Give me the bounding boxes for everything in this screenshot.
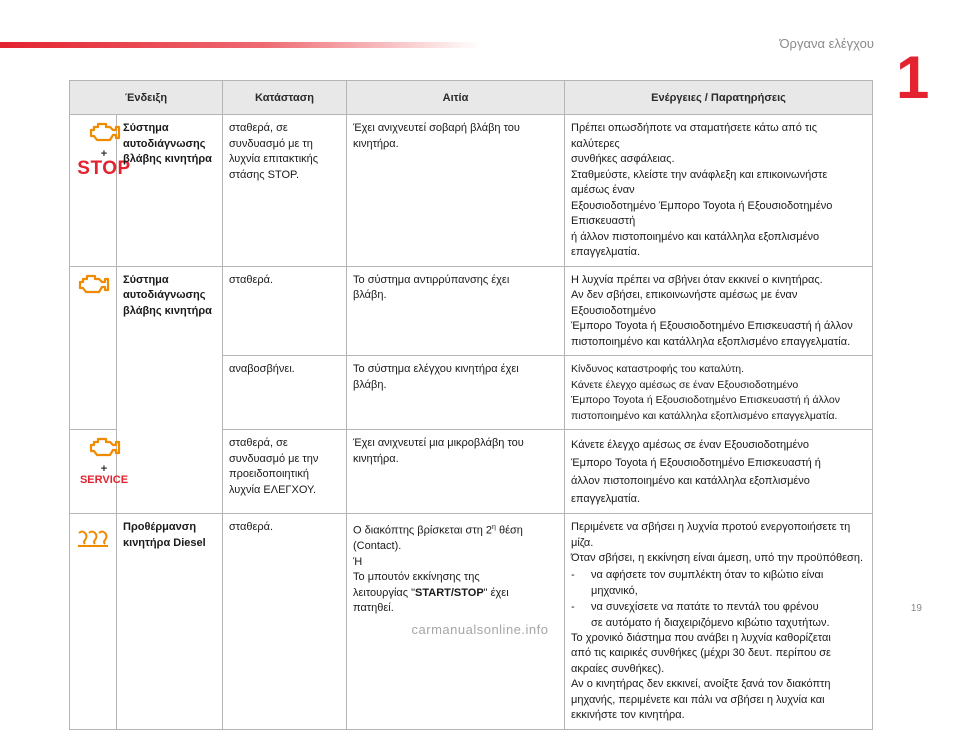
action-line: άλλον πιστοποιημένο και κατάλληλα εξοπλισμένο [571,475,810,487]
action-line: Κάνετε έλεγχο αμέσως σε έναν Εξουσιοδοτημένο [571,378,799,391]
engine-icon [76,273,110,295]
action-line: Εξουσιοδοτημένο Έμπορο Toyota ή Εξουσιοδοτημένο Επισκευαστή [571,199,833,227]
action-line: Έμπορο Toyota ή Εξουσιοδοτημένο Επισκευαστή ή [571,457,821,469]
state-line: συνδυασμό με την [229,452,319,465]
action-line: επαγγελματία. [571,493,641,505]
engine-service-indicator [76,436,132,486]
name-line: βλάβης κινητήρα [123,304,212,317]
glow-plug-icon [76,528,110,548]
icon-cell [70,430,129,514]
header-state: Κατάσταση [223,81,347,115]
bullet-item [571,567,866,599]
name-line: αυτοδιάγνωσης [123,137,206,150]
action-line: Όταν σβήσει, η εκκίνηση είναι άμεση, υπό την προϋπόθεση. [571,552,864,564]
cause-text: Ο διακόπτης βρίσκεται στη 2 [353,524,492,537]
plus-sign: + [100,462,108,475]
cause-text: θέση [495,524,523,537]
action-line: Έμπορο Toyota ή Εξουσιοδοτημένο Επισκευαστή ή άλλον [571,320,853,332]
state-line: λυχνία ΕΛΕΓΧΟΥ. [229,483,317,496]
action-line: ή άλλον πιστοποιημένο και κατάλληλα εξοπλισμένο επαγγελματία. [571,230,820,258]
engine-icon [87,436,121,458]
action-line: Η λυχνία πρέπει να σβήνει όταν εκκινεί ο κινητήρας. [571,273,823,286]
cause-cell [347,356,565,430]
action-cell [565,115,873,267]
service-icon-label: SERVICE [79,473,129,486]
cause-text: " έχει [483,586,509,599]
cause-line: Έχει ανιχνευτεί σοβαρή βλάβη του [353,122,520,134]
watermark: carmanualsonline.info [411,622,549,637]
bullet-dash: - [571,568,575,581]
indicator-name [117,115,223,267]
table-row [70,115,873,267]
cause-line: κινητήρα. [353,137,399,150]
action-line: Το χρονικό διάστημα που ανάβει η λυχνία καθορίζεται [571,631,831,644]
state-line: σταθερά. [229,521,274,533]
bullet-dash: - [571,600,575,613]
state-line: λυχνία επιτακτικής [229,153,319,165]
state-line: προειδοποιητική [229,468,309,480]
name-line: βλάβης κινητήρα [123,153,212,165]
name-line: αυτοδιάγνωσης [123,289,206,301]
action-line: ακραίες συνθήκες). [571,662,665,675]
icon-cell [70,266,117,430]
action-cell [565,266,873,356]
header-cause: Αιτία [347,81,565,115]
table-row [70,266,873,356]
cause-line: κινητήρα. [353,452,399,465]
state-line: σταθερά. [229,273,274,286]
page-number: 19 [910,603,922,614]
state-cell [223,430,347,514]
cause-line: πατηθεί. [353,602,394,615]
cause-cell [347,115,565,267]
action-line: πιστοποιημένο και κατάλληλα εξοπλισμένο επαγγελματία. [571,409,838,422]
cause-line [353,586,558,602]
cause-line: Το σύστημα ελέγχου κινητήρα έχει [353,363,519,375]
superscript: η [492,524,496,531]
action-line: Αν δεν σβήσει, επικοινωνήστε αμέσως με έναν Εξουσιοδοτημένο [571,289,798,317]
icon-cell [70,115,131,267]
header-accent-bar [0,42,480,48]
start-stop-label: START/STOP [415,586,484,599]
state-cell [223,266,347,356]
state-line: σταθερά, σε [229,437,288,449]
section-title: Όργανα ελέγχου [779,36,874,51]
name-line: Προθέρμανση [123,521,197,533]
state-cell [223,115,347,267]
name-line: Σύστημα [123,273,169,286]
name-line: Σύστημα [123,122,169,134]
engine-icon [87,121,121,143]
action-line: Έμπορο Toyota ή Εξουσιοδοτημένο Επισκευαστή ή άλλον [571,394,840,406]
indicator-name [117,266,223,514]
cause-line: Το μπουτόν εκκίνησης της [353,571,480,584]
bullet-line: να συνεχίσετε να πατάτε το πεντάλ του φρένου [591,600,819,613]
action-line: Περιμένετε να σβήσει η λυχνία προτού ενεργοποιήσετε τη μίζα. [571,521,851,549]
cause-line: Ή [353,555,363,568]
action-line: εκκινήστε τον κινητήρα. [571,709,685,721]
state-line: στάσης STOP. [229,168,300,181]
table-header-row [70,81,873,115]
stop-icon-label: STOP [77,157,131,179]
action-line: πιστοποιημένο και κατάλληλα εξοπλισμένο επαγγελματία. [571,335,851,348]
name-line: κινητήρα Diesel [123,536,206,549]
action-line: συνθήκες ασφάλειας. [571,153,675,165]
chapter-number: 1 [896,44,930,111]
plus-sign: + [100,147,108,160]
state-line: αναβοσβήνει. [229,363,295,375]
cause-line: Έχει ανιχνευτεί μια μικροβλάβη του [353,437,524,449]
bullet-line: σε αυτόματο ή διαχειριζόμενο κιβώτιο ταχυτήτων. [591,616,830,629]
action-line: Κίνδυνος καταστροφής του καταλύτη. [571,363,744,375]
bullet-line: μηχανικό, [591,584,638,597]
action-cell [565,430,873,514]
state-cell [223,356,347,430]
header-actions: Ενέργειες / Παρατηρήσεις [565,81,873,115]
state-line: σταθερά, σε [229,122,288,134]
action-line: από τις καιρικές συνθήκες (μέχρι 30 δευτ. περίπου σε [571,647,831,659]
cause-line [353,520,558,539]
action-line: μηχανής, περιμένετε και πάλι να σβήσει η λυχνία και [571,693,825,706]
bullet-line: να αφήσετε τον συμπλέκτη όταν το κιβώτιο είναι [591,568,824,581]
header-indicator: Ένδειξη [70,81,223,115]
action-line: Αν ο κινητήρας δεν εκκινεί, ανοίξτε ξανά τον διακόπτη [571,678,831,690]
action-line: Πρέπει οπωσδήποτε να σταματήσετε κάτω από τις καλύτερες [571,122,818,150]
action-line: Κάνετε έλεγχο αμέσως σε έναν Εξουσιοδοτημένο [571,439,810,451]
state-line: συνδυασμό με τη [229,137,313,150]
cause-cell [347,266,565,356]
cause-line: (Contact). [353,540,402,553]
cause-cell [347,430,565,514]
action-line: Σταθμεύστε, κλείστε την ανάφλεξη και επικοινωνήστε αμέσως έναν [571,168,828,196]
cause-line: Το σύστημα αντιρρύπανσης έχει [353,273,510,286]
action-cell [565,356,873,430]
cause-line: βλάβη. [353,378,387,391]
cause-line: βλάβη. [353,289,387,301]
cause-text: λειτουργίας " [353,586,416,599]
